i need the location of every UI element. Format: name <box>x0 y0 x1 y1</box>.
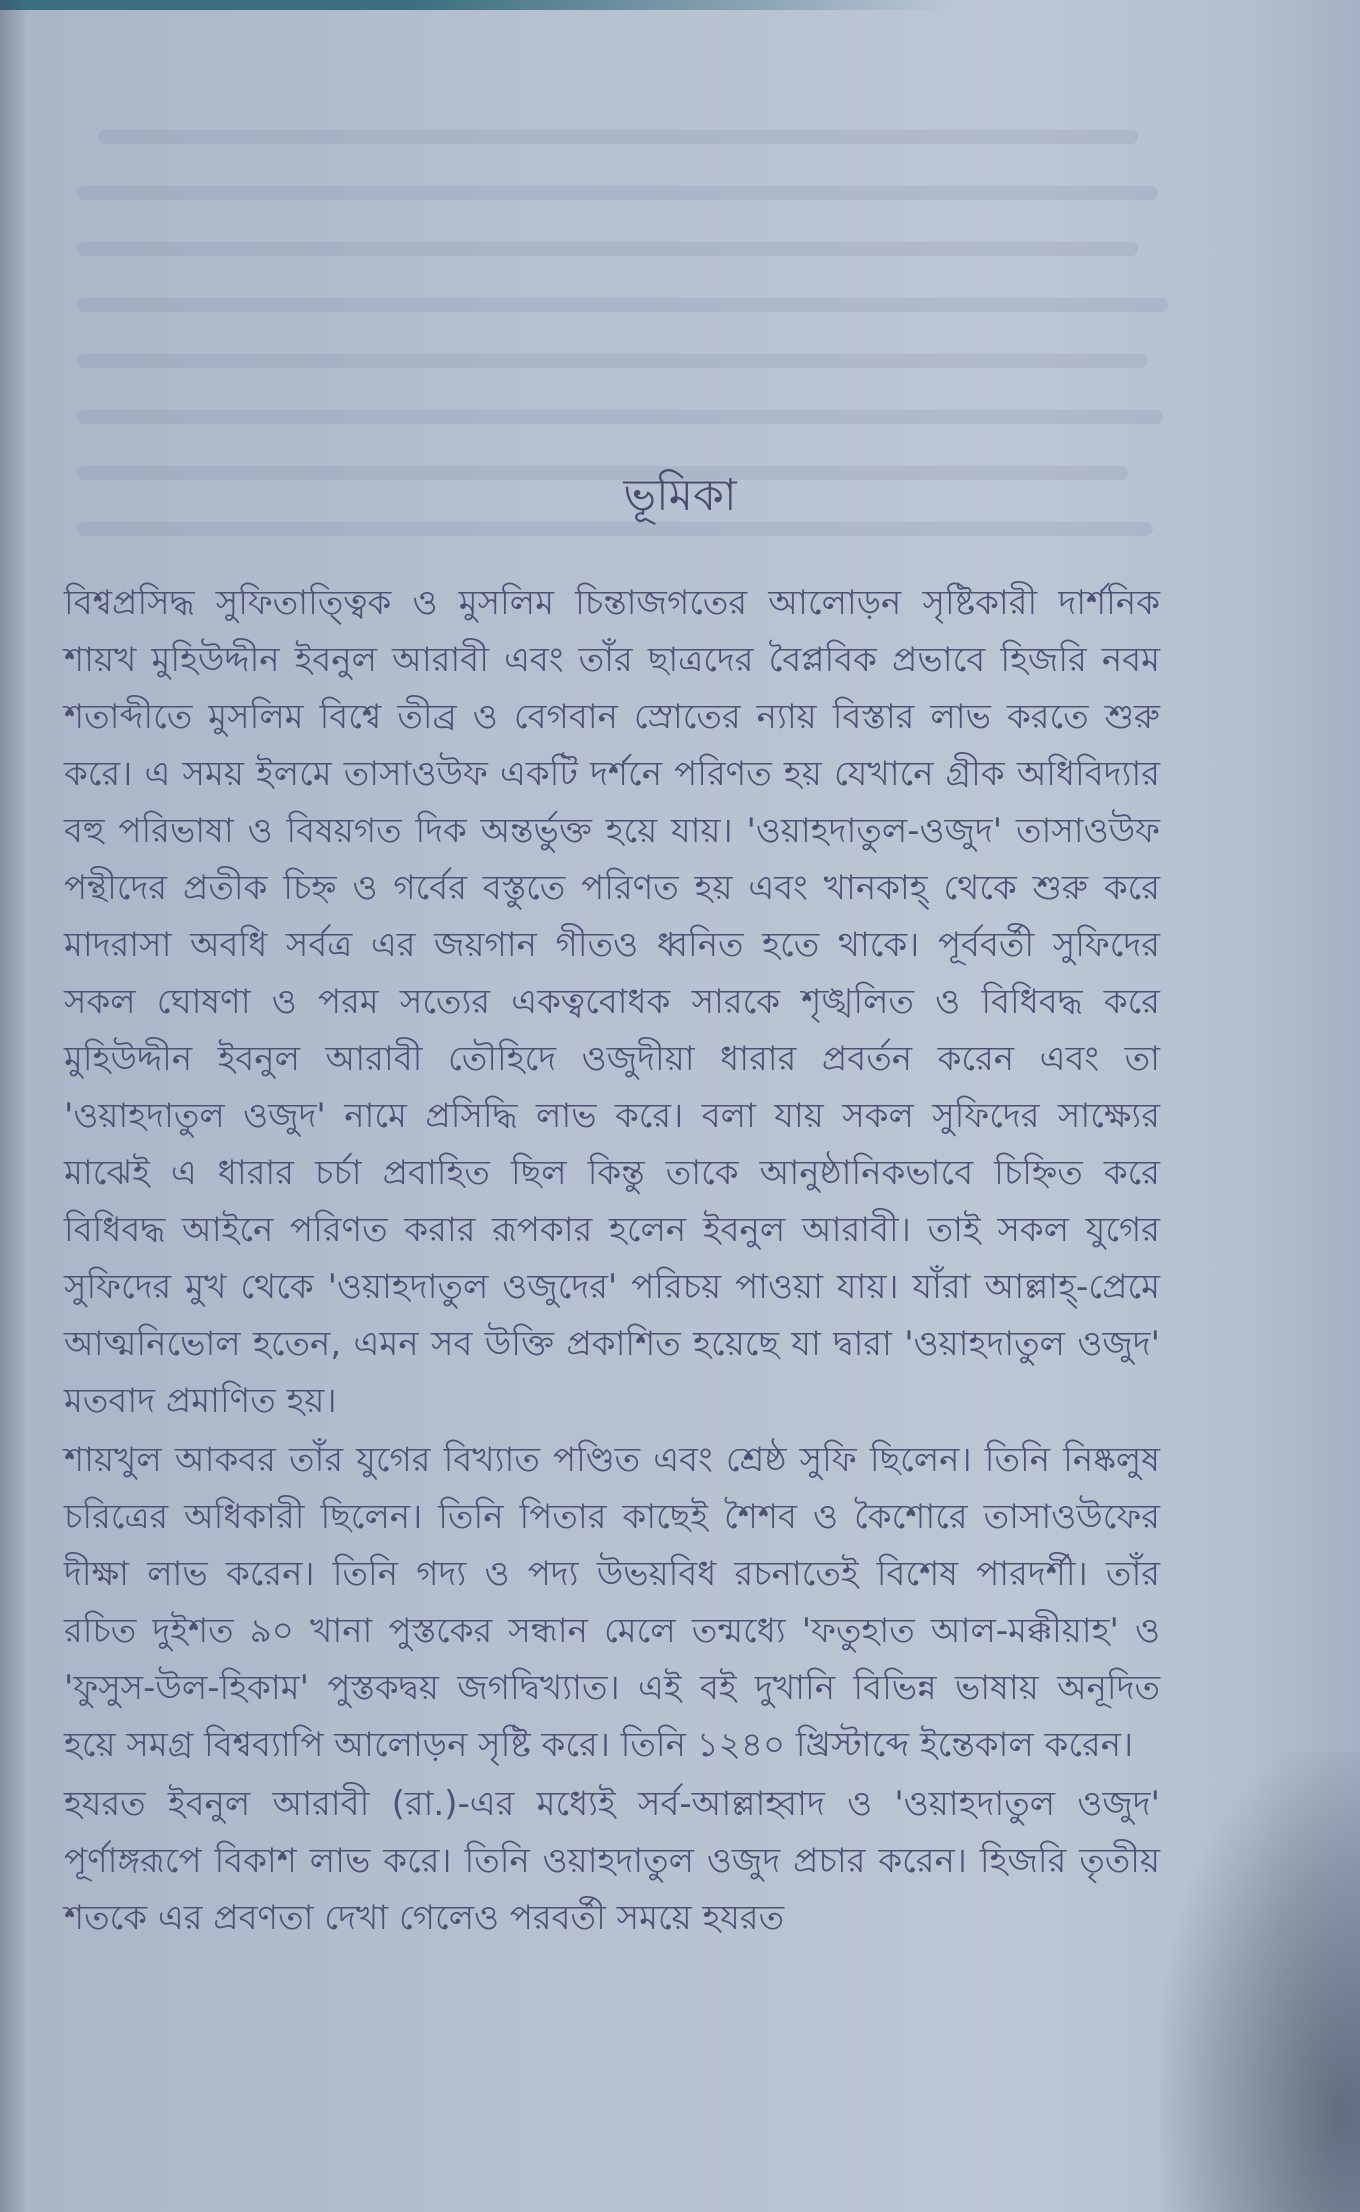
paragraph-3: হযরত ইবনুল আরাবী (রা.)-এর মধ্যেই সর্ব-আল্লাহ্বাদ ও 'ওয়াহদাতুল ওজুদ' পূর্ণাঙ্গরূপে বিকাশ লাভ করে। তিনি ওয়াহদাতুল ওজুদ প্রচার করেন। হিজরি তৃতীয় শতকে এর প্রবণতা দেখা গেলেও পরবর্তী সময়ে হযরত <box>64 1784 1160 1938</box>
paragraph-1: বিশ্বপ্রসিদ্ধ সুফিতাত্ত্বিক ও মুসলিম চিন্তাজগতের আলোড়ন সৃষ্টিকারী দার্শনিক শায়খ মুহিউদ্দীন ইবনুল আরাবী এবং তাঁর ছাত্রদের বৈপ্লবিক প্রভাবে হিজরি নবম শতাব্দীতে মুসলিম বিশ্বে তীব্র ও বেগবান স্রোতের ন্যায় বিস্তার লাভ করতে শুরু করে। এ সময় ইলমে তাসাওউফ একটি দর্শনে পরিণত হয় যেখানে গ্রীক অধিবিদ্যার বহু পরিভাষা ও বিষয়গত দিক অন্তর্ভুক্ত হয়ে যায়। 'ওয়াহদাতুল-ওজুদ' তাসাওউফ পন্থীদের প্রতীক চিহ্ন ও গর্বের বস্তুতে পরিণত হয় এবং খানকাহ্ থেকে শুরু করে মাদরাসা অবধি সর্বত্র এর জয়গান গীতও ধ্বনিত হতে থাকে। পূর্ববর্তী সুফিদের সকল ঘোষণা ও পরম সত্যের একত্ববোধক সারকে শৃঙ্খলিত ও বিধিবদ্ধ করে মুহিউদ্দীন ইবনুল আরাবী তৌহিদে ওজুদীয়া ধারার প্রবর্তন করেন এবং তা 'ওয়াহদাতুল ওজুদ' নামে প্রসিদ্ধি লাভ করে। বলা যায় সকল সুফিদের সাক্ষ্যের মাঝেই এ ধারার চর্চা প্রবাহিত ছিল কিন্তু তাকে আনুষ্ঠানিকভাবে চিহ্নিত করে বিধিবদ্ধ আইনে পরিণত করার রূপকার হলেন ইবনুল আরাবী। তাই সকল যুগের সুফিদের মুখ থেকে 'ওয়াহদাতুল ওজুদের' পরিচয় পাওয়া যায়। যাঁরা আল্লাহ্-প্রেমে আত্মনিভোল হতেন, এমন সব উক্তি প্রকাশিত হয়েছে যা দ্বারা 'ওয়াহদাতুল ওজুদ' মতবাদ প্রমাণিত হয়। <box>64 583 1160 1421</box>
page-title: ভূমিকা <box>623 470 737 521</box>
background-strip <box>0 0 1360 10</box>
paragraph-2: শায়খুল আকবর তাঁর যুগের বিখ্যাত পণ্ডিত এবং শ্রেষ্ঠ সুফি ছিলেন। তিনি নিষ্কলুষ চরিত্রের অধিকারী ছিলেন। তিনি পিতার কাছেই শৈশব ও কৈশোরে তাসাওউফের দীক্ষা লাভ করেন। তিনি গদ্য ও পদ্য উভয়বিধ রচনাতেই বিশেষ পারদর্শী। তাঁর রচিত দুইশত ৯০ খানা পুস্তকের সন্ধান মেলে তন্মধ্যে 'ফতুহাত আল-মক্কীয়াহ' ও 'ফুসুস-উল-হিকাম' পুস্তকদ্বয় জগদ্বিখ্যাত। এই বই দুখানি বিভিন্ন ভাষায় অনূদিত হয়ে সমগ্র বিশ্বব্যাপি আলোড়ন সৃষ্টি করে। তিনি ১২৪০ খ্রিস্টাব্দে ইন্তেকাল করেন। <box>64 1440 1160 1765</box>
page-body <box>64 575 1160 1949</box>
hand-shadow <box>1160 1752 1360 2212</box>
page-edge-shadow <box>0 0 28 2212</box>
